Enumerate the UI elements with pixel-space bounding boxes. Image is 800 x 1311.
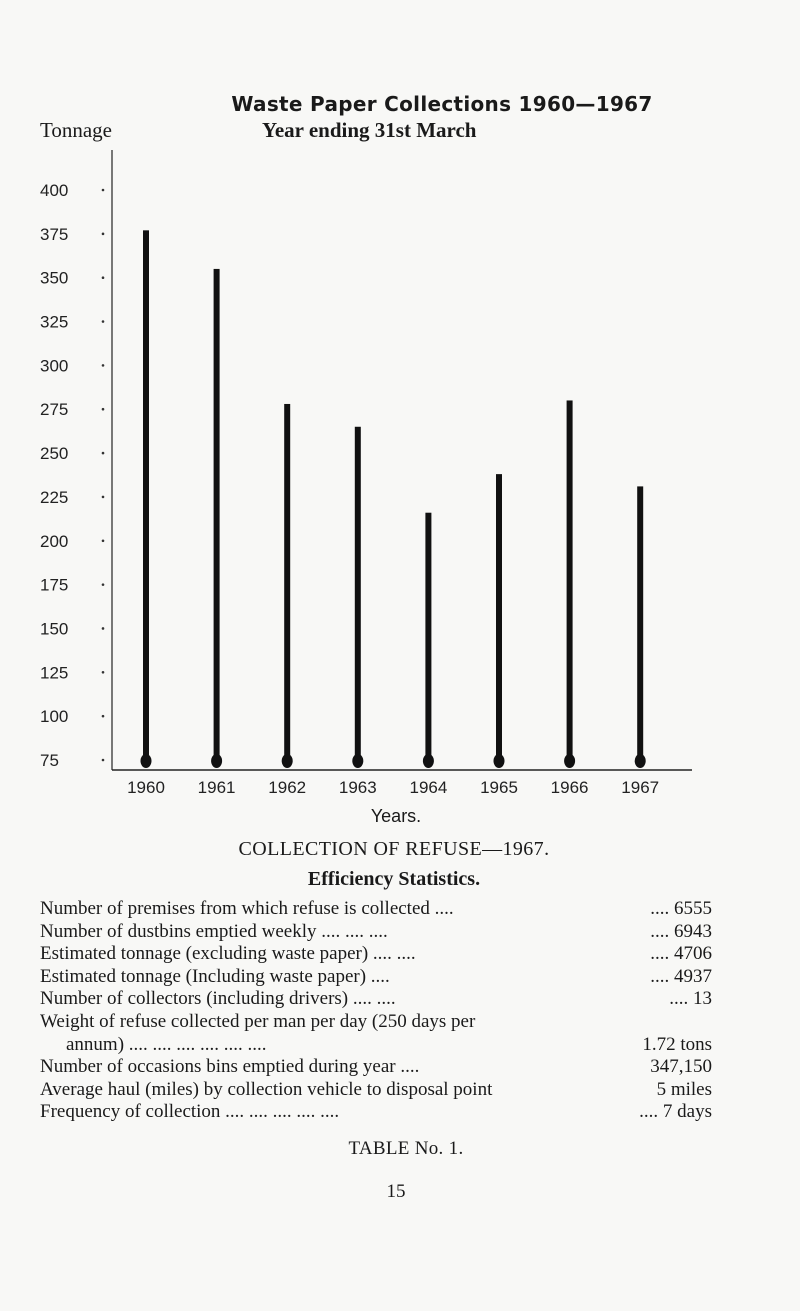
y-axis-label: Tonnage xyxy=(40,118,113,142)
bar xyxy=(637,486,643,758)
stat-value: 347,150 xyxy=(650,1056,712,1078)
stat-row xyxy=(40,943,712,966)
stat-row xyxy=(40,966,712,989)
section-heading: COLLECTION OF REFUSE—1967. xyxy=(238,838,550,860)
bar xyxy=(143,230,149,758)
y-tick-label: 150 xyxy=(40,619,69,639)
stat-label: Number of occasions bins emptied during year .... xyxy=(40,1056,420,1078)
efficiency-statistics xyxy=(40,898,712,1124)
stat-value: .... 6943 xyxy=(650,920,712,942)
y-tick-label: 100 xyxy=(40,707,69,727)
y-tick-dot xyxy=(102,627,105,630)
stat-row xyxy=(40,898,712,921)
table-number: TABLE No. 1. xyxy=(348,1138,464,1159)
bars xyxy=(141,230,646,768)
stat-value: 1.72 tons xyxy=(642,1033,712,1055)
bar-base-dot xyxy=(352,754,363,768)
y-tick-label: 75 xyxy=(40,751,59,770)
x-tick-label: 1967 xyxy=(621,778,660,797)
stat-label: annum) .... .... .... .... .... .... xyxy=(66,1033,267,1055)
bar-base-dot xyxy=(635,754,646,768)
bar xyxy=(355,427,361,758)
y-tick-label: 125 xyxy=(40,663,69,683)
x-tick-label: 1961 xyxy=(197,778,236,797)
stat-label: Number of dustbins emptied weekly .... .... .... xyxy=(40,920,388,942)
x-axis-label: Years. xyxy=(370,806,422,826)
y-tick-dot xyxy=(102,715,105,718)
y-tick-label: 375 xyxy=(40,224,69,244)
y-tick-label: 250 xyxy=(40,444,69,464)
stat-value: 5 miles xyxy=(656,1078,712,1100)
y-tick-label: 350 xyxy=(40,268,69,288)
x-tick-label: 1962 xyxy=(268,778,307,797)
bar-base-dot xyxy=(141,754,152,768)
y-tick-dot xyxy=(102,408,105,411)
stat-value: .... 4937 xyxy=(650,965,712,987)
stat-label: Weight of refuse collected per man per day (250 days per xyxy=(40,1010,476,1032)
y-tick-label: 300 xyxy=(40,356,69,376)
x-tick-label: 1960 xyxy=(127,778,165,797)
stat-label: Number of premises from which refuse is collected .... xyxy=(40,898,454,919)
y-tick-dot xyxy=(102,759,105,762)
bar xyxy=(425,513,431,758)
bar-base-dot xyxy=(423,754,434,768)
y-tick-dot xyxy=(102,583,105,586)
stat-label: Average haul (miles) by collection vehicle to disposal point xyxy=(40,1078,493,1100)
bar xyxy=(567,400,573,758)
stat-row xyxy=(40,1056,712,1079)
x-tick-label: 1965 xyxy=(480,778,518,797)
y-tick-dot xyxy=(102,671,105,674)
stat-label: Number of collectors (including drivers) .... .... xyxy=(40,988,396,1010)
stat-value: .... 4706 xyxy=(650,943,712,965)
bar-base-dot xyxy=(494,754,505,768)
y-tick-label: 275 xyxy=(40,400,69,420)
bar-base-dot xyxy=(282,754,293,768)
y-tick-dot xyxy=(102,233,105,236)
x-tick-label: 1964 xyxy=(409,778,448,797)
page-number: 15 xyxy=(386,1181,406,1202)
y-axis xyxy=(40,150,112,770)
stat-row xyxy=(40,1034,712,1057)
y-tick-dot xyxy=(102,276,105,279)
stat-row xyxy=(40,988,712,1011)
stat-label: Frequency of collection .... .... .... .... .... xyxy=(40,1101,340,1123)
bar-base-dot xyxy=(211,754,222,768)
y-tick-dot xyxy=(102,364,105,367)
y-tick-label: 400 xyxy=(40,181,69,200)
bar xyxy=(496,474,502,758)
y-tick-dot xyxy=(102,539,105,542)
chart-title: Waste Paper Collections 1960—1967 xyxy=(231,92,653,116)
x-tick-label: 1963 xyxy=(338,778,377,797)
stat-label: Estimated tonnage (excluding waste paper) .... .... xyxy=(40,943,416,965)
y-tick-dot xyxy=(102,189,105,192)
stat-label: Estimated tonnage (Including waste paper) .... xyxy=(40,965,390,987)
y-tick-label: 325 xyxy=(40,312,69,332)
y-tick-dot xyxy=(102,452,105,455)
stat-row xyxy=(40,1101,712,1124)
y-tick-label: 175 xyxy=(40,575,69,595)
stat-value: .... 13 xyxy=(669,988,712,1010)
y-tick-label: 225 xyxy=(40,487,69,507)
y-tick-dot xyxy=(102,496,105,499)
section-subheading: Efficiency Statistics. xyxy=(307,868,481,890)
y-tick-label: 200 xyxy=(40,531,69,551)
stat-row xyxy=(40,1079,712,1102)
stat-value: .... 7 days xyxy=(639,1101,712,1123)
stat-row xyxy=(40,921,712,944)
bar-base-dot xyxy=(564,754,575,768)
chart-subtitle: Year ending 31st March xyxy=(262,118,477,142)
x-axis xyxy=(112,770,692,797)
bar xyxy=(284,404,290,758)
stat-row xyxy=(40,1011,712,1034)
y-tick-dot xyxy=(102,320,105,323)
x-tick-label: 1966 xyxy=(550,778,589,797)
bar xyxy=(214,269,220,758)
stat-value: .... 6555 xyxy=(650,898,712,919)
